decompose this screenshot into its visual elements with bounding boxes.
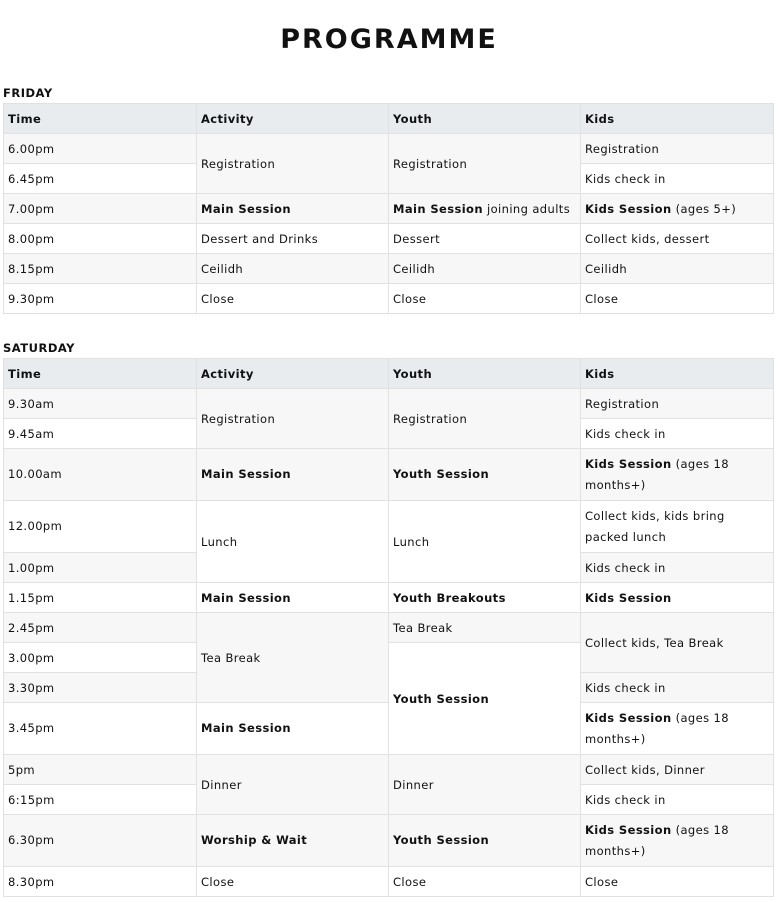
day-heading-saturday: SATURDAY bbox=[3, 341, 76, 355]
youth-cell: Close bbox=[389, 867, 581, 897]
youth-bold-text: Youth Session bbox=[393, 467, 490, 481]
kids-cell: Collect kids, Tea Break bbox=[581, 613, 774, 673]
youth-cell bbox=[389, 194, 581, 224]
youth-cell bbox=[389, 815, 581, 867]
activity-bold-text: Main Session bbox=[201, 721, 291, 735]
time-cell: 5pm bbox=[4, 755, 197, 785]
youth-cell: Registration bbox=[389, 134, 581, 194]
table-row bbox=[4, 194, 774, 224]
table-row bbox=[4, 501, 774, 553]
kids-bold-text: Kids Session bbox=[585, 201, 672, 216]
kids-cell: Collect kids, Dinner bbox=[581, 755, 774, 785]
kids-cell: Registration bbox=[581, 134, 774, 164]
kids-bold-text: Kids Session bbox=[585, 710, 672, 725]
youth-bold-text: Youth Breakouts bbox=[393, 590, 506, 605]
activity-cell: Dessert and Drinks bbox=[197, 224, 389, 254]
time-cell: 8.30pm bbox=[4, 867, 197, 897]
page-title: PROGRAMME bbox=[280, 24, 498, 55]
table-row bbox=[4, 389, 774, 419]
activity-cell: Ceilidh bbox=[197, 254, 389, 284]
kids-cell: Close bbox=[581, 867, 774, 897]
youth-bold-text: Youth Session bbox=[393, 833, 490, 847]
kids-cell bbox=[581, 449, 774, 501]
table-row bbox=[4, 583, 774, 613]
time-cell: 7.00pm bbox=[4, 194, 197, 224]
activity-bold-text: Worship & Wait bbox=[201, 833, 308, 847]
time-cell: 9.45am bbox=[4, 419, 197, 449]
table-row bbox=[4, 867, 774, 897]
header-time: Time bbox=[4, 359, 197, 389]
table-row bbox=[4, 815, 774, 867]
kids-cell: Kids check in bbox=[581, 673, 774, 703]
time-cell: 2.45pm bbox=[4, 613, 197, 643]
kids-cell bbox=[581, 815, 774, 867]
youth-cell: Close bbox=[389, 284, 581, 314]
youth-cell bbox=[389, 449, 581, 501]
kids-cell: Kids check in bbox=[581, 553, 774, 583]
table-header-row bbox=[4, 359, 774, 389]
kids-cell: Ceilidh bbox=[581, 254, 774, 284]
table-row bbox=[4, 224, 774, 254]
activity-cell: Tea Break bbox=[197, 613, 389, 703]
kids-cell: Collect kids, kids bring packed lunch bbox=[581, 501, 774, 553]
activity-cell: Close bbox=[197, 284, 389, 314]
kids-text: (ages 18 months+) bbox=[585, 710, 729, 746]
time-cell: 9.30am bbox=[4, 389, 197, 419]
time-cell: 6:15pm bbox=[4, 785, 197, 815]
kids-cell bbox=[581, 703, 774, 755]
activity-cell: Close bbox=[197, 867, 389, 897]
time-cell: 3.30pm bbox=[4, 673, 197, 703]
activity-cell: Dinner bbox=[197, 755, 389, 815]
saturday-programme-table bbox=[3, 358, 774, 897]
youth-cell: Tea Break bbox=[389, 613, 581, 643]
kids-cell: Close bbox=[581, 284, 774, 314]
activity-cell bbox=[197, 583, 389, 613]
header-activity: Activity bbox=[197, 359, 389, 389]
youth-cell: Ceilidh bbox=[389, 254, 581, 284]
activity-cell bbox=[197, 815, 389, 867]
activity-bold-text: Main Session bbox=[201, 201, 291, 216]
header-youth: Youth bbox=[389, 359, 581, 389]
time-cell: 8.15pm bbox=[4, 254, 197, 284]
kids-cell: Registration bbox=[581, 389, 774, 419]
time-cell: 3.45pm bbox=[4, 703, 197, 755]
youth-cell: Lunch bbox=[389, 501, 581, 583]
youth-text: joining adults bbox=[482, 201, 571, 216]
time-cell: 6.30pm bbox=[4, 815, 197, 867]
activity-bold-text: Main Session bbox=[201, 467, 291, 481]
header-time: Time bbox=[4, 104, 197, 134]
youth-cell: Dessert bbox=[389, 224, 581, 254]
header-activity: Activity bbox=[197, 104, 389, 134]
header-youth: Youth bbox=[389, 104, 581, 134]
table-row bbox=[4, 134, 774, 164]
time-cell: 12.00pm bbox=[4, 501, 197, 553]
table-header-row bbox=[4, 104, 774, 134]
time-cell: 1.00pm bbox=[4, 553, 197, 583]
kids-cell bbox=[581, 583, 774, 613]
youth-cell bbox=[389, 583, 581, 613]
time-cell: 6.45pm bbox=[4, 164, 197, 194]
kids-bold-text: Kids Session bbox=[585, 590, 672, 605]
activity-cell bbox=[197, 449, 389, 501]
table-row bbox=[4, 254, 774, 284]
time-cell: 6.00pm bbox=[4, 134, 197, 164]
header-kids: Kids bbox=[581, 104, 774, 134]
youth-bold-text: Main Session bbox=[393, 201, 483, 216]
youth-cell: Dinner bbox=[389, 755, 581, 815]
time-cell: 9.30pm bbox=[4, 284, 197, 314]
kids-cell: Kids check in bbox=[581, 164, 774, 194]
kids-text: (ages 5+) bbox=[671, 201, 737, 216]
activity-cell: Lunch bbox=[197, 501, 389, 583]
activity-cell bbox=[197, 703, 389, 755]
activity-cell: Registration bbox=[197, 389, 389, 449]
activity-cell bbox=[197, 194, 389, 224]
kids-cell: Collect kids, dessert bbox=[581, 224, 774, 254]
activity-cell: Registration bbox=[197, 134, 389, 194]
time-cell: 1.15pm bbox=[4, 583, 197, 613]
time-cell: 3.00pm bbox=[4, 643, 197, 673]
youth-cell: Registration bbox=[389, 389, 581, 449]
friday-programme-table bbox=[3, 103, 774, 314]
kids-cell: Kids check in bbox=[581, 785, 774, 815]
youth-cell bbox=[389, 643, 581, 755]
table-row bbox=[4, 613, 774, 643]
kids-text: (ages 18 months+) bbox=[585, 456, 729, 492]
time-cell: 10.00am bbox=[4, 449, 197, 501]
activity-bold-text: Main Session bbox=[201, 590, 291, 605]
kids-bold-text: Kids Session bbox=[585, 456, 672, 471]
youth-bold-text: Youth Session bbox=[393, 691, 490, 706]
header-kids: Kids bbox=[581, 359, 774, 389]
kids-bold-text: Kids Session bbox=[585, 822, 672, 837]
table-row bbox=[4, 284, 774, 314]
table-row bbox=[4, 449, 774, 501]
kids-text: (ages 18 months+) bbox=[585, 822, 729, 858]
kids-cell: Kids check in bbox=[581, 419, 774, 449]
table-row bbox=[4, 755, 774, 785]
kids-cell bbox=[581, 194, 774, 224]
day-heading-friday: FRIDAY bbox=[3, 86, 53, 100]
time-cell: 8.00pm bbox=[4, 224, 197, 254]
